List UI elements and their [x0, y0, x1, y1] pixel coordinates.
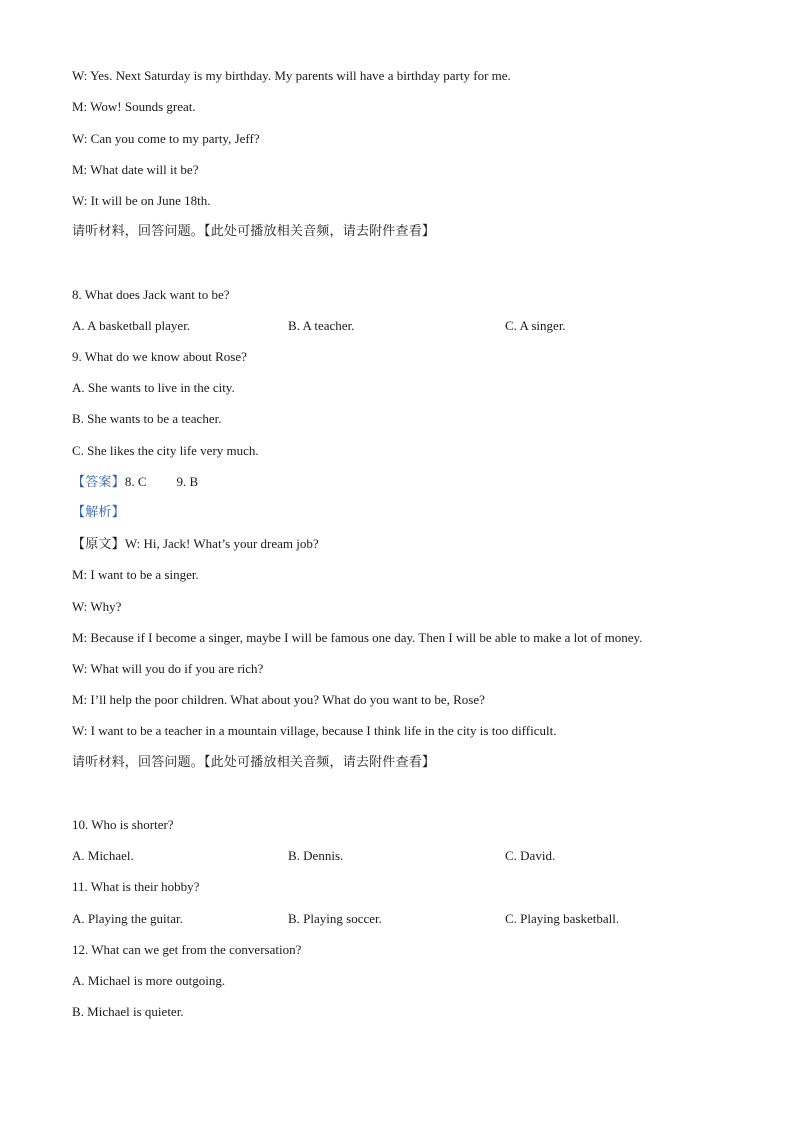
analysis-label: 【解析】	[72, 505, 125, 520]
transcript-line: W: Why?	[72, 599, 122, 614]
answer-9: 9. B	[176, 474, 199, 489]
audio-instruction: 请听材料，回答问题。【此处可播放相关音频，请去附件查看】	[72, 224, 436, 239]
transcript-line: M: I want to be a singer.	[72, 567, 199, 582]
audio-instruction: 请听材料，回答问题。【此处可播放相关音频，请去附件查看】	[72, 755, 436, 770]
question-10: 10. Who is shorter?	[72, 817, 174, 832]
transcript-line: W: Hi, Jack! What’s your dream job?	[124, 536, 319, 551]
q10-option-a: A. Michael.	[72, 848, 134, 863]
q8-option-a: A. A basketball player.	[72, 318, 191, 333]
transcript-line: W: Yes. Next Saturday is my birthday. My parents will have a birthday party for me.	[72, 68, 511, 83]
question-12: 12. What can we get from the conversation?	[72, 942, 302, 957]
transcript-line: M: I’ll help the poor children. What about you? What do you want to be, Rose?	[72, 692, 485, 707]
q10-option-c: C. David.	[505, 848, 556, 863]
answer-label: 【答案】	[72, 475, 125, 490]
transcript-line: M: What date will it be?	[72, 162, 199, 177]
q9-option-a: A. She wants to live in the city.	[72, 380, 235, 395]
question-11: 11. What is their hobby?	[72, 879, 200, 894]
q12-option-a: A. Michael is more outgoing.	[72, 973, 226, 988]
transcript-line: W: Can you come to my party, Jeff?	[72, 131, 260, 146]
q11-option-c: C. Playing basketball.	[505, 911, 620, 926]
q10-option-b: B. Dennis.	[288, 848, 344, 863]
transcript-line: W: I want to be a teacher in a mountain village, because I think life in the city is too difficult.	[72, 723, 557, 738]
q8-option-c: C. A singer.	[505, 318, 566, 333]
transcript-line: W: What will you do if you are rich?	[72, 661, 264, 676]
question-8: 8. What does Jack want to be?	[72, 287, 230, 302]
transcript-line: M: Because if I become a singer, maybe I will be famous one day. Then I will be able to make a lot of money.	[72, 630, 643, 645]
q8-option-b: B. A teacher.	[288, 318, 355, 333]
original-line	[72, 536, 319, 553]
q9-option-b: B. She wants to be a teacher.	[72, 411, 222, 426]
question-9: 9. What do we know about Rose?	[72, 349, 247, 364]
transcript-line: W: It will be on June 18th.	[72, 193, 211, 208]
answer-line	[72, 474, 198, 491]
q12-option-b: B. Michael is quieter.	[72, 1004, 184, 1019]
transcript-line: M: Wow! Sounds great.	[72, 99, 196, 114]
q11-option-a: A. Playing the guitar.	[72, 911, 183, 926]
original-label: 【原文】	[72, 537, 125, 552]
answer-8: 8. C	[124, 474, 147, 489]
q9-option-c: C. She likes the city life very much.	[72, 443, 259, 458]
q11-option-b: B. Playing soccer.	[288, 911, 382, 926]
